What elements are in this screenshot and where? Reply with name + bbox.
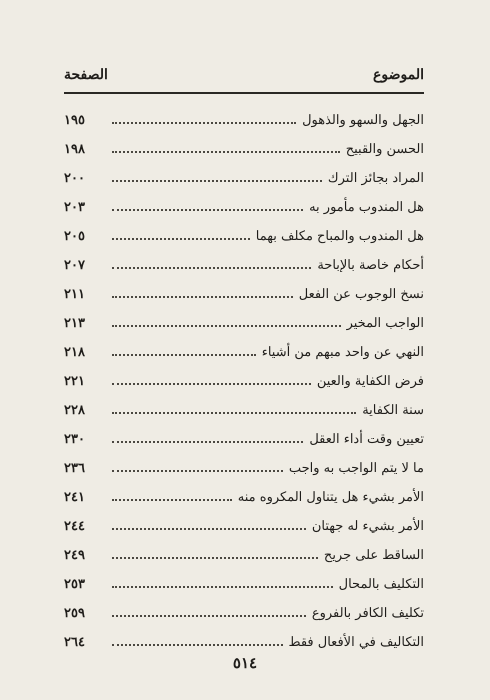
entry-page-number: ٢٠٣ [64, 200, 85, 215]
entry-page-number: ٢٣٦ [64, 461, 85, 476]
entry-page-number: ١٩٥ [64, 113, 85, 128]
toc-entries [64, 100, 424, 651]
leader-dots [112, 644, 283, 646]
entry-page-number: ٢٠٧ [64, 258, 85, 273]
leader-dots [112, 325, 341, 327]
leader-dots [112, 383, 311, 385]
entry-title: التكليف بالمحال [338, 577, 424, 592]
entry-title: الساقط على جريح [323, 548, 424, 563]
toc-header [64, 64, 424, 86]
toc-entry [64, 274, 424, 303]
leader-dots [112, 209, 303, 211]
leader-dots [112, 238, 250, 240]
entry-title: التكاليف في الأفعال فقط [288, 635, 424, 650]
entry-page-number: ٢٢١ [64, 374, 85, 389]
entry-title: سنة الكفاية [362, 403, 424, 418]
toc-entry [64, 129, 424, 158]
entry-title: نسخ الوجوب عن الفعل [298, 287, 424, 302]
entry-page-number: ٢٣٠ [64, 432, 85, 447]
toc-entry [64, 332, 424, 361]
leader-dots [112, 354, 256, 356]
toc-entry [64, 564, 424, 593]
entry-title: أحكام خاصة بالإباحة [317, 258, 424, 273]
toc-entry [64, 506, 424, 535]
entry-title: النهي عن واحد مبهم من أشياء [261, 345, 424, 360]
leader-dots [112, 296, 293, 298]
leader-dots [112, 557, 318, 559]
leader-dots [112, 267, 311, 269]
toc-entry [64, 216, 424, 245]
page-column-header: الصفحة [64, 67, 108, 83]
entry-title: هل المندوب مأمور به [309, 200, 424, 215]
entry-page-number: ٢٥٩ [64, 606, 85, 621]
subject-column-header: الموضوع [373, 67, 424, 83]
leader-dots [112, 499, 232, 501]
toc-entry [64, 593, 424, 622]
toc-entry [64, 158, 424, 187]
table-of-contents [64, 64, 424, 651]
entry-page-number: ٢١٣ [64, 316, 85, 331]
entry-page-number: ٢٠٥ [64, 229, 85, 244]
entry-title: ما لا يتم الواجب به واجب [288, 461, 424, 476]
toc-entry [64, 390, 424, 419]
toc-entry [64, 622, 424, 651]
leader-dots [112, 470, 283, 472]
toc-entry [64, 477, 424, 506]
entry-page-number: ٢٥٣ [64, 577, 85, 592]
entry-page-number: ٢١١ [64, 287, 85, 302]
entry-title: الحسن والقبيح [345, 142, 424, 157]
entry-page-number: ٢١٨ [64, 345, 85, 360]
entry-title: تكليف الكافر بالفروع [311, 606, 424, 621]
toc-entry [64, 361, 424, 390]
toc-entry [64, 187, 424, 216]
leader-dots [112, 615, 306, 617]
entry-page-number: ٢٠٠ [64, 171, 85, 186]
leader-dots [112, 441, 303, 443]
toc-entry [64, 303, 424, 332]
entry-title: الأمر بشيء هل يتناول المكروه منه [237, 490, 424, 505]
leader-dots [112, 151, 340, 153]
page-number: ٥١٤ [232, 654, 258, 672]
entry-title: الجهل والسهو والذهول [302, 113, 424, 128]
entry-title: الواجب المخير [346, 316, 424, 331]
toc-entry [64, 448, 424, 477]
entry-title: الأمر بشيء له جهتان [311, 519, 424, 534]
entry-page-number: ٢٤١ [64, 490, 85, 505]
entry-title: المراد بجائز الترك [327, 171, 424, 186]
entry-page-number: ٢٤٤ [64, 519, 85, 534]
entry-title: فرض الكفاية والعين [316, 374, 424, 389]
entry-title: تعيين وقت أداء العقل [309, 432, 424, 447]
leader-dots [112, 122, 296, 124]
leader-dots [112, 528, 306, 530]
toc-entry [64, 419, 424, 448]
toc-entry [64, 535, 424, 564]
entry-page-number: ٢٤٩ [64, 548, 85, 563]
leader-dots [112, 180, 322, 182]
entry-page-number: ٢٦٤ [64, 635, 85, 650]
toc-entry [64, 245, 424, 274]
entry-page-number: ٢٢٨ [64, 403, 85, 418]
leader-dots [112, 586, 333, 588]
header-rule [64, 92, 424, 94]
entry-title: هل المندوب والمباح مكلف بهما [255, 229, 424, 244]
leader-dots [112, 412, 356, 414]
entry-page-number: ١٩٨ [64, 142, 85, 157]
toc-entry [64, 100, 424, 129]
